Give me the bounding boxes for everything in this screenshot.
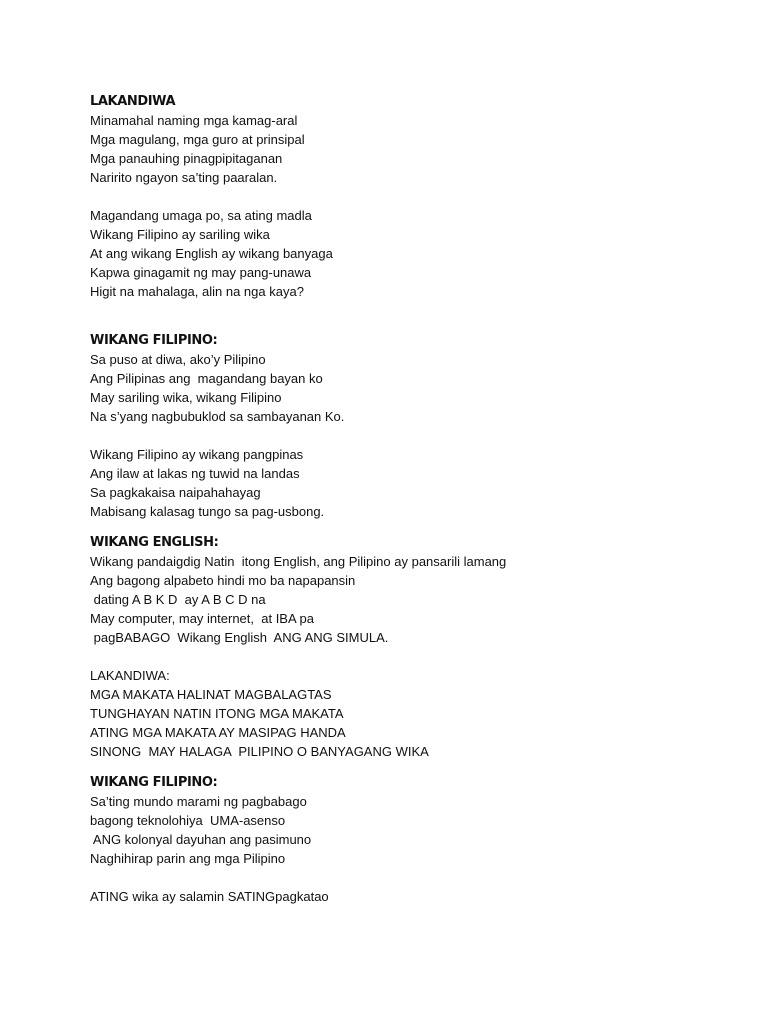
verse-line: MGA MAKATA HALINAT MAGBALAGTAS (90, 687, 332, 702)
verse-line: Minamahal naming mga kamag-aral (90, 113, 298, 128)
verse-line: SINONG MAY HALAGA PILIPINO O BANYAGANG WIKA (90, 744, 429, 759)
section-lakandiwa-intro (90, 92, 750, 301)
section-wikang-filipino-1 (90, 331, 750, 521)
verse-line: Wikang Filipino ay wikang pangpinas (90, 447, 304, 462)
verse-line: ATING MGA MAKATA AY MASIPAG HANDA (90, 725, 346, 740)
verse-line: Magandang umaga po, sa ating madla (90, 208, 312, 223)
verse-line: Ang Pilipinas ang magandang bayan ko (90, 371, 323, 386)
verse-line: ATING wika ay salamin SATINGpagkatao (90, 889, 329, 904)
document-page (90, 92, 750, 906)
verse-line: ANG kolonyal dayuhan ang pasimuno (90, 832, 312, 847)
verse-line: Mga magulang, mga guro at prinsipal (90, 132, 305, 147)
section-heading: LAKANDIWA: (90, 668, 170, 683)
verse-line: Wikang Filipino ay sariling wika (90, 227, 270, 242)
verse-line: pagBABAGO Wikang English ANG ANG SIMULA. (90, 630, 389, 645)
verse-line: Kapwa ginagamit ng may pang-unawa (90, 265, 312, 280)
verse-line: Sa pagkakaisa naipahahayag (90, 485, 261, 500)
verse-line: Sa puso at diwa, ako’y Pilipino (90, 352, 266, 367)
verse-line: Mga panauhing pinagpipitaganan (90, 151, 283, 166)
verse-line: Mabisang kalasag tungo sa pag-usbong. (90, 504, 325, 519)
verse-line: Higit na mahalaga, alin na nga kaya? (90, 284, 304, 299)
section-heading: WIKANG ENGLISH: (90, 535, 219, 550)
verse-line: TUNGHAYAN NATIN ITONG MGA MAKATA (90, 706, 344, 721)
verse-line: dating A B K D ay A B C D na (90, 592, 266, 607)
section-wikang-filipino-2 (90, 773, 750, 906)
section-wikang-english (90, 533, 750, 647)
verse-line: Sa’ting mundo marami ng pagbabago (90, 794, 307, 809)
verse-line: Ang bagong alpabeto hindi mo ba napapansin (90, 573, 356, 588)
verse-line: At ang wikang English ay wikang banyaga (90, 246, 333, 261)
section-heading: WIKANG FILIPINO: (90, 333, 218, 348)
section-heading: WIKANG FILIPINO: (90, 775, 218, 790)
verse-line: May computer, may internet, at IBA pa (90, 611, 314, 626)
section-heading: LAKANDIWA (90, 94, 176, 109)
verse-line: Wikang pandaigdig Natin itong English, ang Pilipino ay pansarili lamang (90, 554, 507, 569)
section-lakandiwa-2 (90, 666, 750, 761)
verse-line: bagong teknolohiya UMA-asenso (90, 813, 286, 828)
verse-line: Na s’yang nagbubuklod sa sambayanan Ko. (90, 409, 345, 424)
verse-line: Naghihirap parin ang mga Pilipino (90, 851, 286, 866)
verse-line: May sariling wika, wikang Filipino (90, 390, 282, 405)
verse-line: Naririto ngayon sa’ting paaralan. (90, 170, 278, 185)
verse-line: Ang ilaw at lakas ng tuwid na landas (90, 466, 300, 481)
